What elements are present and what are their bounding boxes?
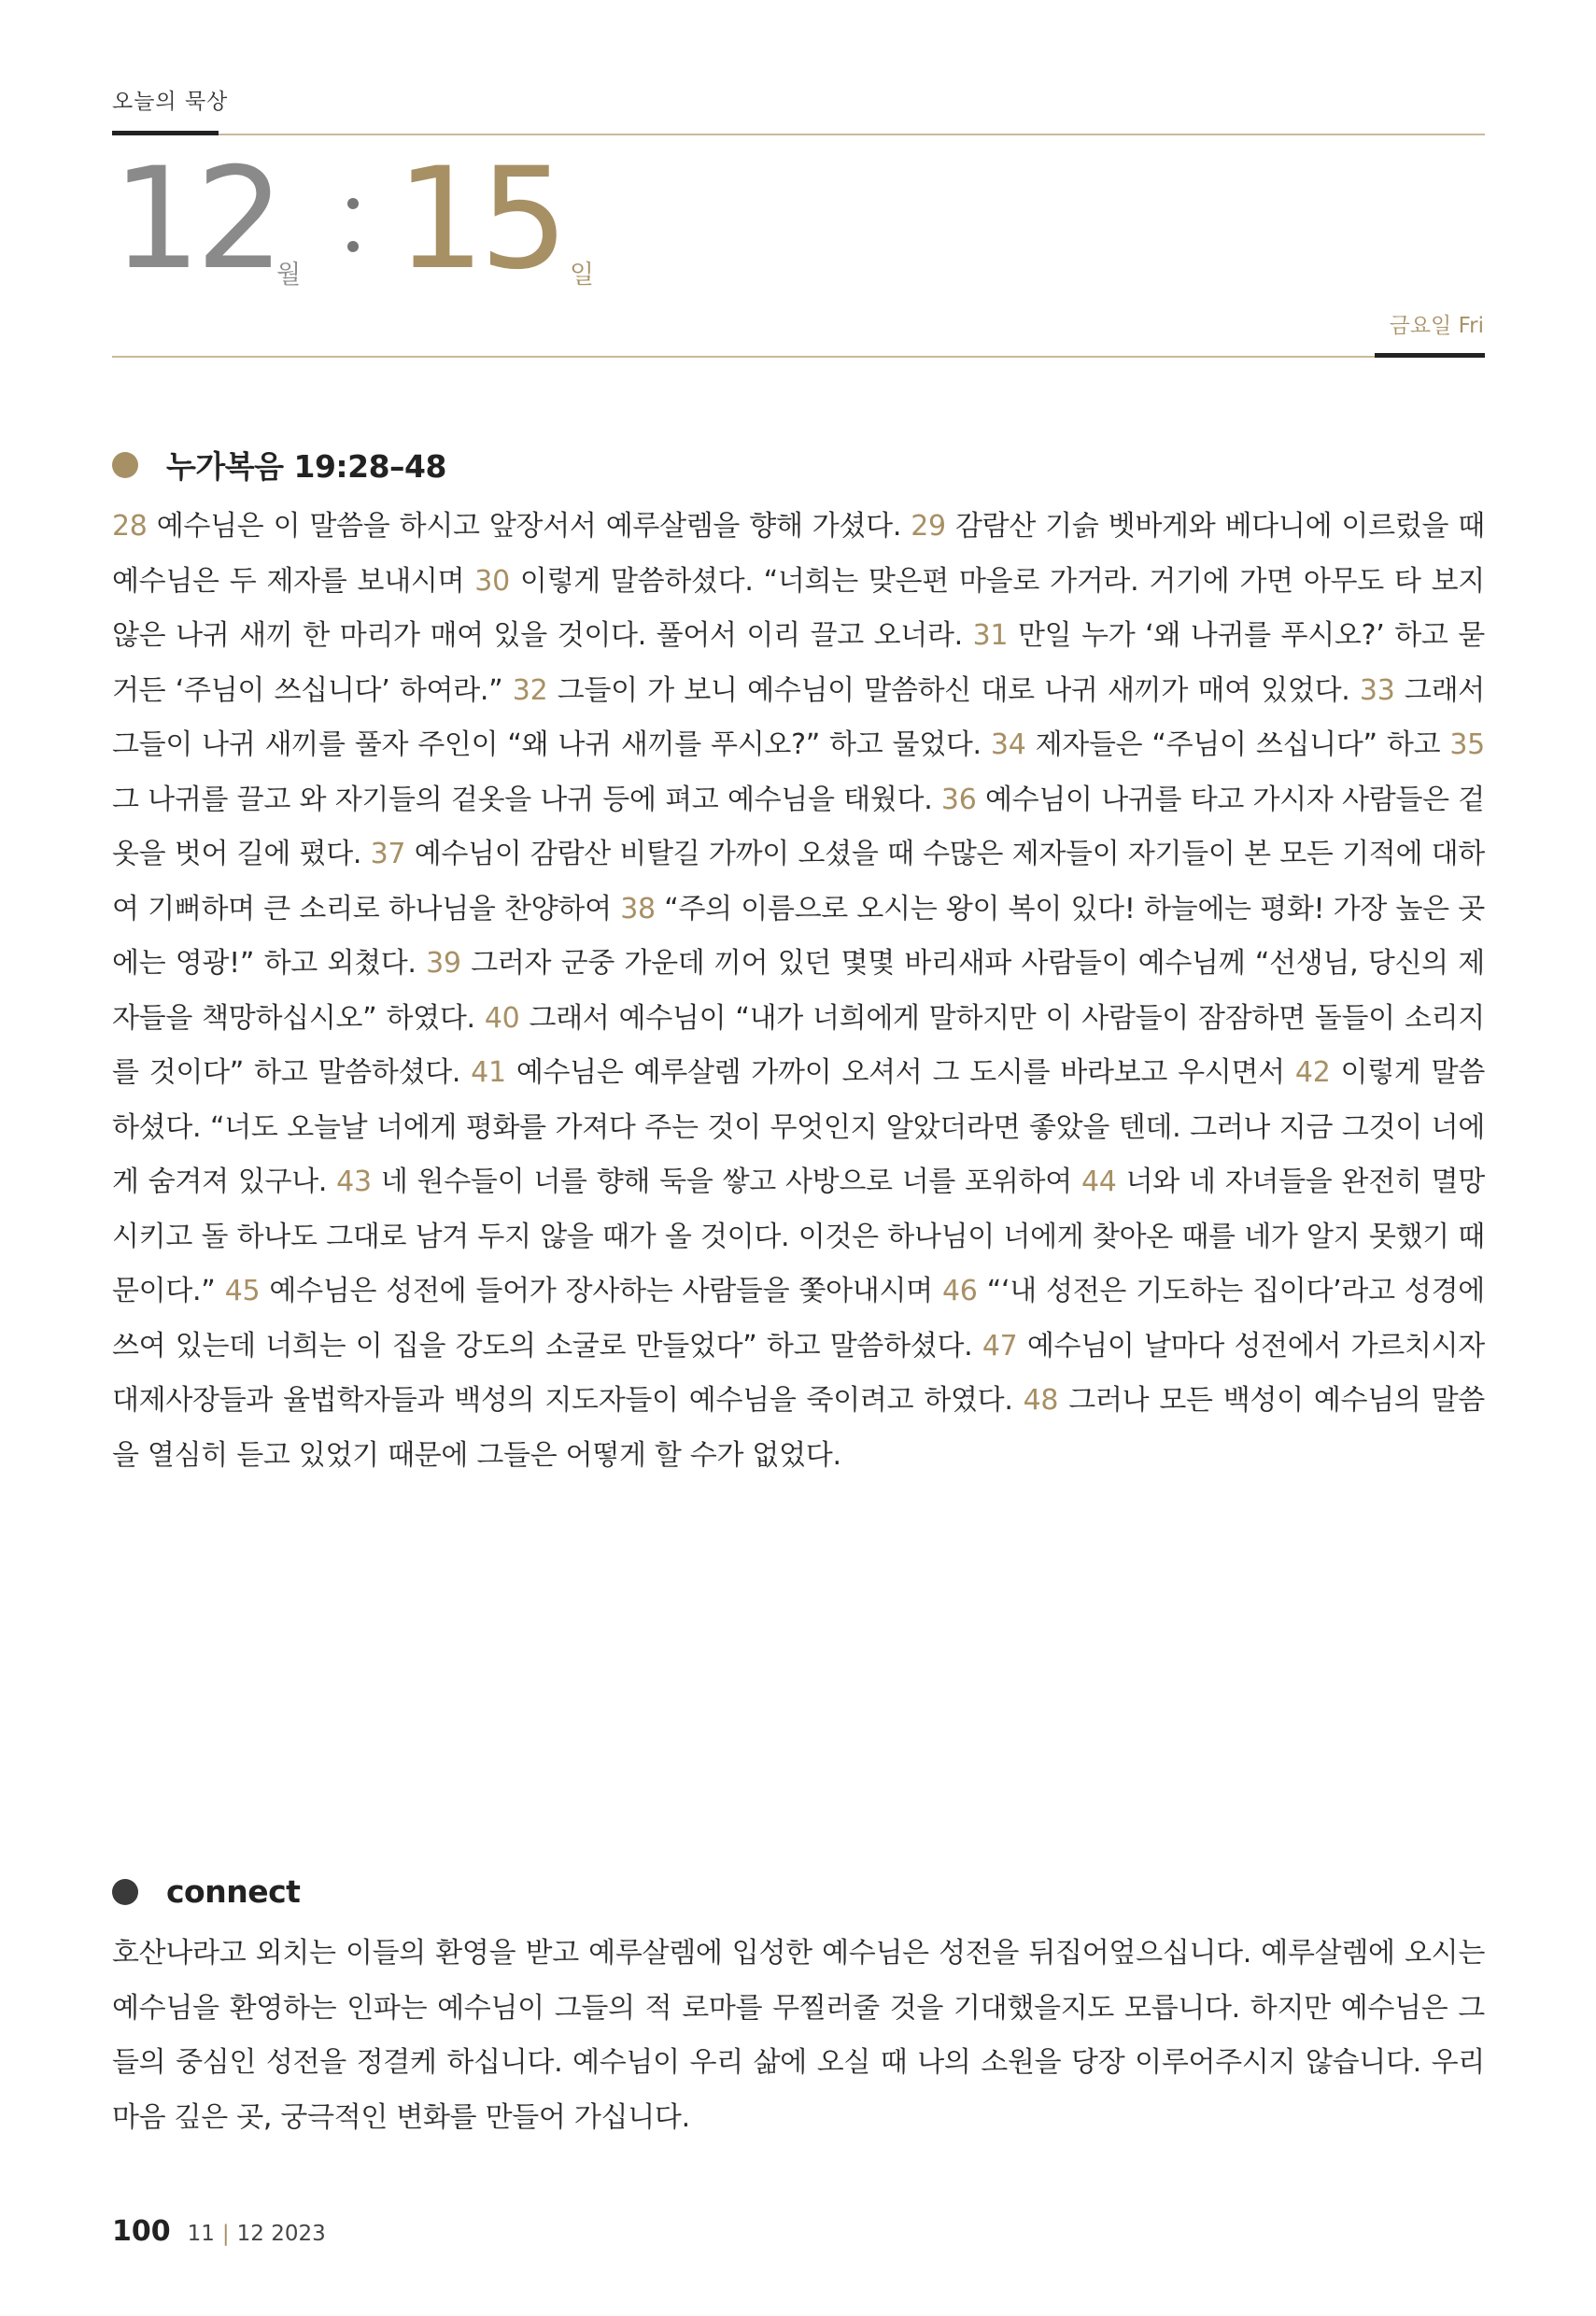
verse-text: “‘내 성전은 기도하는 집이다’라고 성경에 쓰여 있는데 너희는 이 집을 강도의 소굴로 만들었다” 하고 말씀하셨다. [112,1275,1485,1363]
verse-number: 30 [474,564,510,598]
bullet-dot-icon [112,1879,138,1905]
verse-number: 32 [512,673,548,707]
verse-number: 42 [1294,1056,1331,1089]
verse-number: 48 [1023,1384,1059,1417]
verse-number: 31 [972,619,1009,652]
verse-number: 41 [471,1056,506,1089]
verse-number: 34 [990,728,1026,761]
verse-number: 40 [484,1001,520,1035]
verse-text: 예수님이 나귀를 타고 가시자 사람들은 겉옷을 벗어 길에 폈다. [112,783,1485,870]
verse-text: 그러자 군중 가운데 끼어 있던 몇몇 바리새파 사람들이 예수님께 “선생님, 당신의 제자들을 책망하십시오” 하였다. [112,947,1485,1035]
verse-number: 45 [224,1275,261,1307]
header-rule [112,134,1485,135]
bullet-dot-icon [112,452,138,478]
date-colon [347,198,359,254]
connect-heading [112,1873,300,1910]
month-unit: 월 [276,261,302,290]
verse-text: 제자들은 “주님이 쓰십니다” 하고 [1035,728,1441,761]
day-number: 15 [396,138,563,301]
header-underline [112,131,219,135]
verse-text: 예수님은 예루살렘 가까이 오셔서 그 도시를 바라보고 우시면서 [516,1056,1285,1089]
verse-text: 예수님은 성전에 들어가 장사하는 사람들을 쫓아내시며 [269,1275,933,1307]
verse-text: 예수님은 이 말씀을 하시고 앞장서서 예루살렘을 향해 가셨다. [156,510,902,543]
verse-text: 그들이 가 보니 예수님이 말씀하신 대로 나귀 새끼가 매여 있었다. [557,673,1350,707]
verse-number: 46 [942,1275,978,1307]
verse-number: 36 [940,783,977,816]
page-footer [112,2215,326,2248]
verse-text: 그러나 모든 백성이 예수님의 말씀을 열심히 듣고 있었기 때문에 그들은 어떻게 할 수가 없었다. [112,1384,1485,1472]
verse-number: 47 [982,1329,1018,1363]
issue-separator: | [221,2222,230,2246]
connect-body: 호산나라고 외치는 이들의 환영을 받고 예루살렘에 입성한 예수님은 성전을 뒤집어엎으십니다. 예루살렘에 오시는 예수님을 환영하는 인파는 예수님이 그들의 적 로마를 무찔러줄 것을 기대했을지도 모릅니다. 하지만 예수님은 그들의 중심인 성전을 정결케 하십니다. 예수님이 우리 삶에 오실 때 나의 소원을 당장 이루어주시지 않습니다. 우리 마음 깊은 곳, 궁극적인 변화를 만들어 가십니다. [112,1937,1485,2134]
weekday-underline [1375,353,1485,358]
verse-text: “주의 이름으로 오시는 왕이 복이 있다! 하늘에는 평화! 가장 높은 곳에는 영광!” 하고 외쳤다. [112,892,1485,980]
verse-text: 감람산 기슭 벳바게와 베다니에 이르렀을 때 예수님은 두 제자를 보내시며 [112,510,1485,598]
verse-number: 43 [336,1165,372,1198]
weekday: 금요일 Fri [1389,314,1484,338]
verse-number: 44 [1080,1165,1117,1198]
issue-left: 11 [187,2222,215,2246]
verse-number: 35 [1449,728,1485,761]
verse-text: 네 원수들이 너를 향해 둑을 쌓고 사방으로 너를 포위하여 [380,1165,1072,1198]
date-rule [112,356,1485,358]
verse-text: 이렇게 말씀하셨다. “너희는 맞은편 마을로 가거라. 거기에 가면 아무도 타 보지 않은 나귀 새끼 한 마리가 매여 있을 것이다. 풀어서 이리 끌고 오너라. [112,564,1485,652]
verse-text: 예수님이 날마다 성전에서 가르치시자 대제사장들과 율법학자들과 백성의 지도자들이 예수님을 죽이려고 하였다. [112,1329,1485,1417]
verse-number: 29 [911,510,946,543]
verse-number: 28 [112,510,148,543]
scripture-passage [112,500,1485,1483]
scripture-reference: 누가복음 19:28–48 [166,448,446,485]
verse-text: 너와 네 자녀들을 완전히 멸망시키고 돌 하나도 그대로 남겨 두지 않을 때가 올 것이다. 이것은 하나님이 너에게 찾아온 때를 네가 알지 못했기 때문이다.” [112,1165,1485,1307]
verse-number: 37 [370,838,406,870]
verse-text: 그래서 그들이 나귀 새끼를 풀자 주인이 “왜 나귀 새끼를 푸시오?” 하고 물었다. [112,673,1485,761]
verse-text: 이렇게 말씀하셨다. “너도 오늘날 너에게 평화를 가져다 주는 것이 무엇인지 알았더라면 좋았을 텐데. 그러나 지금 그것이 너에게 숨겨져 있구나. [112,1056,1485,1198]
page-number: 100 [112,2215,171,2248]
verse-text: 그 나귀를 끌고 와 자기들의 겉옷을 나귀 등에 펴고 예수님을 태웠다. [112,783,933,816]
connect-title: connect [166,1873,301,1910]
header-label: 오늘의 묵상 [112,90,229,114]
day-unit: 일 [570,261,595,290]
scripture-heading [112,443,446,487]
verse-text: 그래서 예수님이 “내가 너희에게 말하지만 이 사람들이 잠잠하면 돌들이 소리지를 것이다” 하고 말씀하셨다. [112,1001,1485,1089]
month-number: 12 [112,138,279,301]
verse-text: 예수님이 감람산 비탈길 가까이 오셨을 때 수많은 제자들이 자기들이 본 모든 기적에 대하여 기뻐하며 큰 소리로 하나님을 찬양하여 [112,838,1485,925]
verse-text: 만일 누가 ‘왜 나귀를 푸시오?’ 하고 묻거든 ‘주님이 쓰십니다’ 하여라.” [112,619,1485,707]
issue-info [188,2222,326,2246]
verse-number: 33 [1359,673,1395,707]
verse-number: 39 [426,947,461,980]
issue-right: 12 2023 [236,2222,326,2246]
verse-number: 38 [620,892,656,925]
